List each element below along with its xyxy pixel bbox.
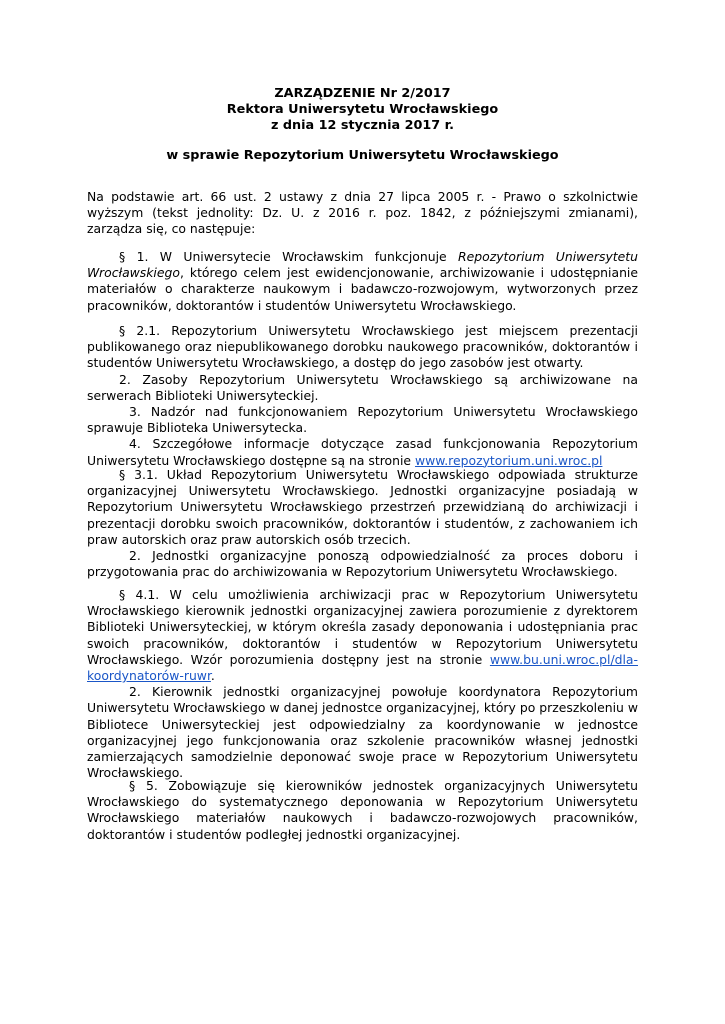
section-5-text: § 5. Zobowiązuje się kierowników jednostek organizacyjnych Uniwersytetu Wrocławskiego do systematycznego deponowania w Repozytorium Uniwersytetu Wrocławskiego materiałów naukowych i badawczo-rozwojowych pracowników, doktorantów i studentów podległej jednostki organizacyjnej. [87,778,638,842]
repozytorium-link[interactable]: www.repozytorium.uni.wroc.pl [414,452,603,468]
preamble-text: Na podstawie art. 66 ust. 2 ustawy z dnia 27 lipca 2005 r. - Prawo o szkolnictwie wyższym (tekst jednolity: Dz. U. z 2016 r. poz. 1842, z późniejszymi zmianami), zarządza się, co następuje: [87,189,638,237]
section-2-point-4 [87,436,638,468]
section-5 [87,778,638,843]
section-4-point-2: 2. Kierownik jednostki organizacyjnej powołuje koordynatora Repozytorium Uniwersytetu Wrocławskiego w danej jednostce organizacyjnej, który po przeszkoleniu w Bibliotece Uniwersyteckiej jest odpowiedzialny za koordynowanie w jednostce organizacyjnej jego funkcjonowania oraz szkolenie pracowników własnej jednostki zamierzających samodzielnie deponować swoje prace w Repozytorium Uniwersytetu Wrocławskiego. [87,684,638,781]
section-4 [87,587,638,781]
section-1 [87,249,638,314]
section-1-text [87,249,638,314]
document-issuer: Rektora Uniwersytetu Wrocławskiego [226,102,499,117]
section-4-point-1 [87,587,638,684]
section-2-point-3: 3. Nadzór nad funkcjonowaniem Repozytorium Uniwersytetu Wrocławskiego sprawuje Biblioteka Uniwersytecka. [87,404,638,436]
section-1-italic: Repozytorium Uniwersytetu Wrocławskiego [87,249,638,281]
section-2-point-2: 2. Zasoby Repozytorium Uniwersytetu Wrocławskiego są archiwizowane na serwerach Biblioteki Uniwersyteckiej. [87,371,638,403]
section-1-lead: § 1. W Uniwersytecie Wrocławskim funkcjonuje [119,249,459,264]
document-date: z dnia 12 stycznia 2017 r. [270,118,455,133]
document-subject: w sprawie Repozytorium Uniwersytetu Wrocławskiego [166,148,559,163]
section-4-point-1-end: . [210,668,215,684]
section-3 [87,467,638,580]
preamble [87,189,638,238]
section-2-point-1: § 2.1. Repozytorium Uniwersytetu Wrocławskiego jest miejscem prezentacji publikowanego oraz niepublikowanego dorobku naukowego pracowników, doktorantów i studentów Uniwersytetu Wrocławskiego, a dostęp do jego zasobów jest otwarty. [87,323,638,371]
section-3-point-2: 2. Jednostki organizacyjne ponoszą odpowiedzialność za proces doboru i przygotowania prac do archiwizowania w Repozytorium Uniwersytetu Wrocławskiego. [87,548,638,580]
section-1-rest: , którego celem jest ewidencjonowanie, archiwizowanie i udostępnianie materiałów o charakterze naukowym i badawczo-rozwojowym, wytworzonych przez pracowników, doktorantów i studentów Uniwersytetu Wrocławskiego. [87,265,638,313]
section-2 [87,323,638,469]
section-2-point-4-text: 4. Szczegółowe informacje dotyczące zasad funkcjonowania Repozytorium Uniwersytetu Wrocławskiego dostępne są na stronie [87,436,638,468]
section-4-point-1-text: § 4.1. W celu umożliwienia archiwizacji prac w Repozytorium Uniwersytetu Wrocławskiego kierownik jednostki organizacyjnej zawiera porozumienie z dyrektorem Biblioteki Uniwersyteckiej, w którym określa zasady deponowania i udostępniania prac swoich pracowników, doktorantów i studentów w Repozytorium Uniwersytetu Wrocławskiego. Wzór porozumienia dostępny jest na stronie [87,587,638,667]
document-title: ZARZĄDZENIE Nr 2/2017 [274,86,451,101]
section-3-point-1: § 3.1. Układ Repozytorium Uniwersytetu Wrocławskiego odpowiada strukturze organizacyjnej Uniwersytetu Wrocławskiego. Jednostki organizacyjne posiadają w Repozytorium Uniwersytetu Wrocławskiego przestrzeń przewidzianą do archiwizacji i prezentacji dorobku swoich pracowników, doktorantów i studentów, z zachowaniem ich praw autorskich oraz praw autorskich osób trzecich. [87,467,638,547]
bu-koordynatorzy-link[interactable]: www.bu.uni.wroc.pl/dla-koordynatorów-ruwr [87,651,638,684]
